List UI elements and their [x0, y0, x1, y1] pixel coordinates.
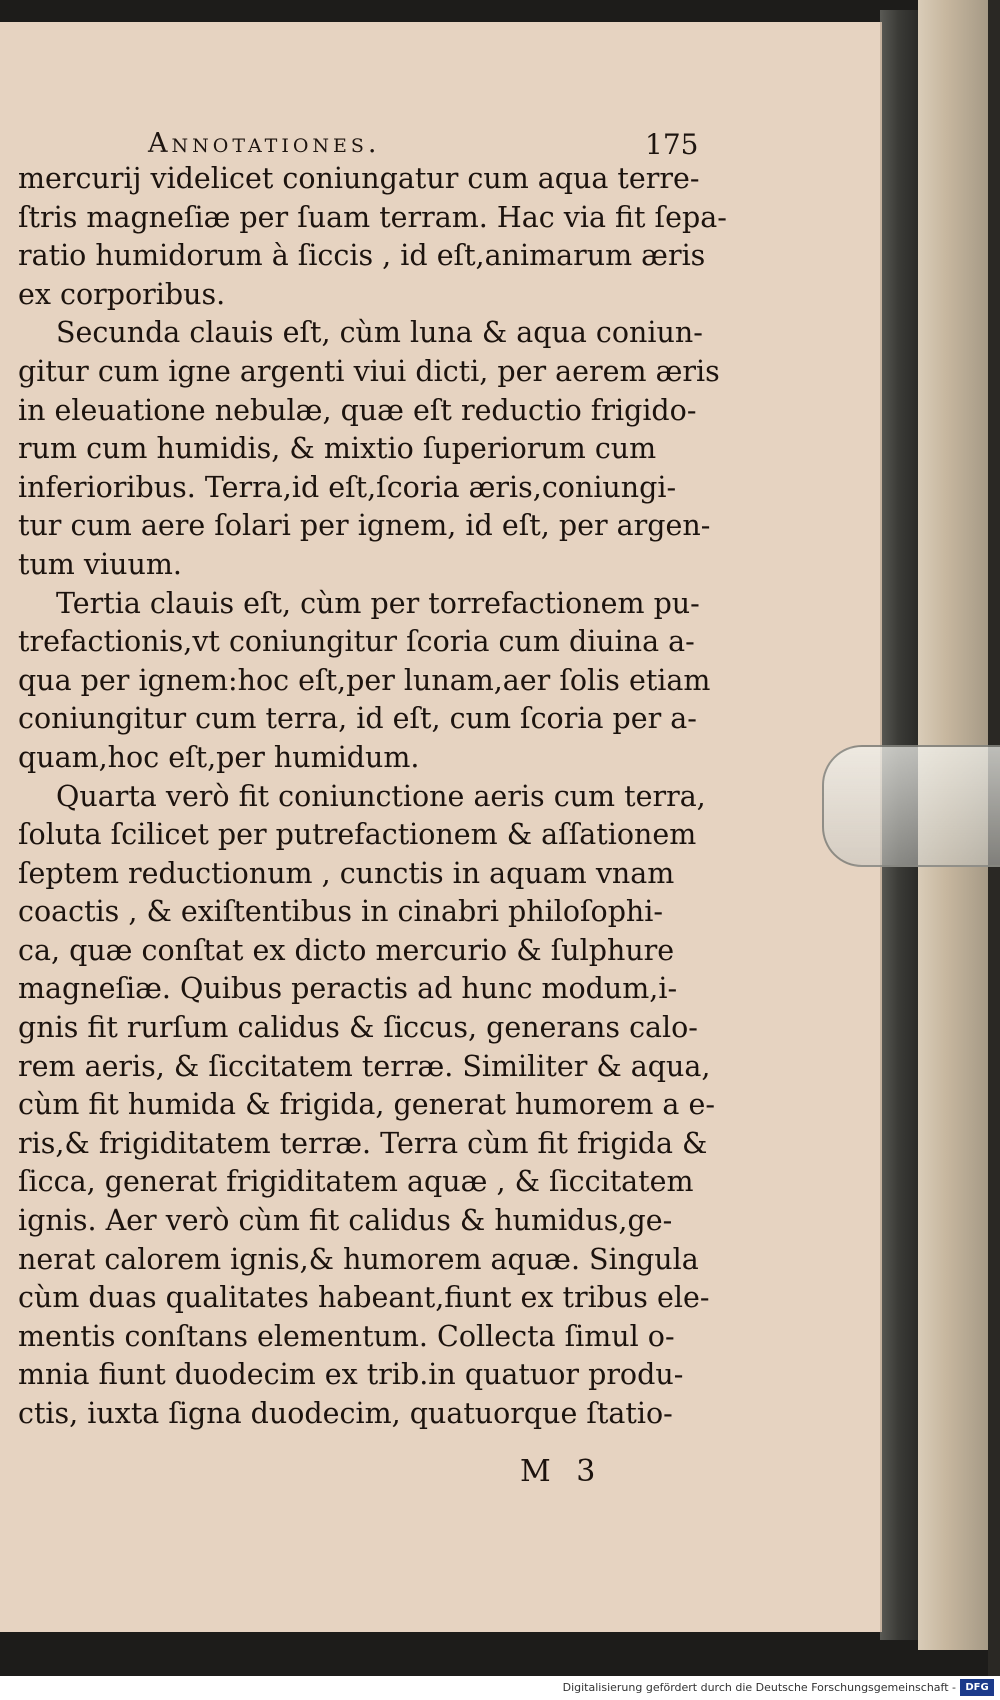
- text-line: coactis , & exiſtentibus in cinabri philoſophi-: [18, 895, 664, 929]
- page-number: 175: [645, 128, 699, 161]
- text-line: Secunda clauis eſt, cùm luna & aqua coniun-: [56, 316, 703, 350]
- page-clip: [822, 745, 1000, 867]
- text-line: qua per ignem:hoc eſt,per lunam,aer ſolis etiam: [18, 663, 711, 697]
- text-line: tum viuum.: [18, 547, 182, 581]
- text-line: nerat calorem ignis,& humorem aquæ. Singula: [18, 1242, 699, 1276]
- dfg-logo-icon: DFG: [960, 1679, 994, 1696]
- text-line: cùm duas qualitates habeant,fiunt ex tribus ele-: [18, 1281, 710, 1315]
- text-line: trefactionis,vt coniungitur ſcoria cum diuina a-: [18, 625, 695, 659]
- text-line: ratio humidorum à ſiccis , id eſt,animarum æris: [18, 239, 706, 273]
- text-line: ſtris magneſiæ per ſuam terram. Hac via fit ſepa-: [18, 200, 727, 234]
- text-line: ignis. Aer verò cùm fit calidus & humidus,ge-: [18, 1204, 673, 1238]
- signature-mark: M 3: [520, 1454, 604, 1489]
- text-line: quam,hoc eſt,per humidum.: [18, 740, 420, 774]
- text-line: ſeptem reductionum , cunctis in aquam vnam: [18, 856, 675, 890]
- text-line: ſoluta ſcilicet per putrefactionem & aſſationem: [18, 818, 697, 852]
- text-line: rem aeris, & ſiccitatem terræ. Similiter & aqua,: [18, 1049, 711, 1083]
- text-line: in eleuatione nebulæ, quæ eſt reductio frigido-: [18, 393, 697, 427]
- text-line: gitur cum igne argenti viui dicti, per aerem æris: [18, 354, 720, 388]
- running-head: [0, 128, 720, 164]
- body-text: [18, 160, 730, 1434]
- text-line: tur cum aere ſolari per ignem, id eſt, per argen-: [18, 509, 711, 543]
- text-line: mentis conſtans elementum. Collecta ſimul o-: [18, 1319, 675, 1353]
- text-line: inferioribus. Terra,id eſt,ſcoria æris,coniungi-: [18, 470, 677, 504]
- text-line: ctis, iuxta ſigna duodecim, quatuorque ſtatio-: [18, 1397, 673, 1430]
- text-line: ſicca, generat frigiditatem aquæ , & ſiccitatem: [18, 1165, 694, 1199]
- text-line: mercurij videlicet coniungatur cum aqua terre-: [18, 162, 700, 195]
- running-head-title: Annotationes.: [148, 128, 381, 159]
- text-line: Tertia clauis eſt, cùm per torrefactionem pu-: [56, 586, 700, 620]
- text-line: ris,& frigiditatem terræ. Terra cùm fit frigida &: [18, 1126, 708, 1160]
- text-line: gnis fit rurſum calidus & ſiccus, generans calo-: [18, 1011, 698, 1045]
- funding-credit: Digitalisierung gefördert durch die Deutsche Forschungsgemeinschaft -: [562, 1681, 956, 1694]
- text-line: cùm fit humida & frigida, generat humorem a e-: [18, 1088, 715, 1122]
- text-line: magneſiæ. Quibus peractis ad hunc modum,i-: [18, 972, 678, 1006]
- text-line: Quarta verò fit coniunctione aeris cum terra,: [56, 779, 706, 813]
- text-line: rum cum humidis, & mixtio ſuperiorum cum: [18, 432, 657, 466]
- text-line: ex corporibus.: [18, 277, 226, 311]
- text-line: ca, quæ conſtat ex dicto mercurio & ſulphure: [18, 933, 675, 967]
- text-line: coniungitur cum terra, id eſt, cum ſcoria per a-: [18, 702, 697, 736]
- text-line: mnia fiunt duodecim ex trib.in quatuor produ-: [18, 1358, 684, 1392]
